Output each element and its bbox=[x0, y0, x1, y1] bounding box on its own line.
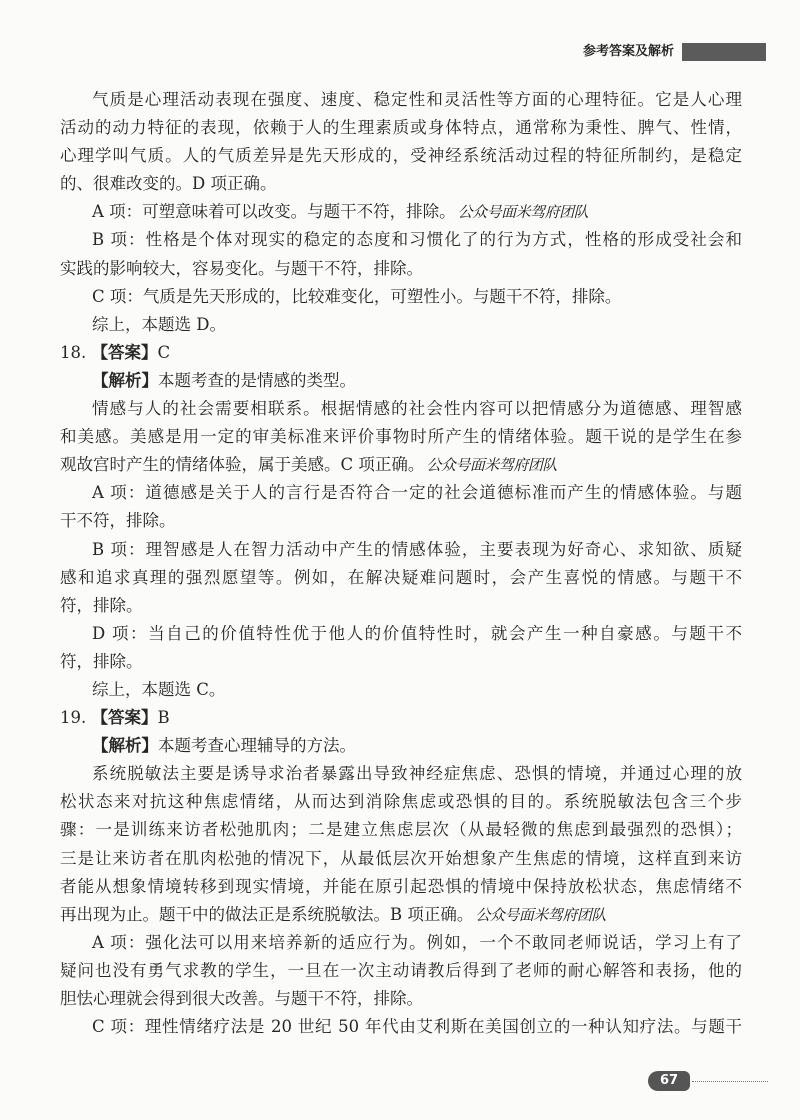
analysis-line bbox=[60, 732, 742, 760]
question-number: 18. bbox=[60, 342, 87, 362]
text-line: 疑问也没有勇气求教的学生，一旦在一次主动请教后得到了老师的耐心解答和表扬，他的 bbox=[60, 960, 742, 980]
text-line: 者能从想象情境转移到现实情境，并能在原引起恐惧的情境中保持放松状态，焦虑情绪不 bbox=[60, 876, 742, 896]
summary-line: 综上，本题选 D。 bbox=[92, 314, 226, 334]
text-line: 感和追求真理的强烈愿望等。例如，在解决疑难问题时，会产生喜悦的情感。与题干不 bbox=[60, 567, 742, 587]
analysis-label: 【解析】 bbox=[92, 370, 158, 390]
answer-value: B bbox=[157, 708, 170, 728]
analysis-text: 本题考查心理辅导的方法。 bbox=[158, 736, 356, 756]
text-line: 三是让来访者在肌肉松弛的情况下，从最低层次开始想象产生焦虑的情境，这样直到来访 bbox=[60, 848, 742, 868]
text-span: 再出现为止。题干中的做法正是系统脱敏法。B 项正确。 bbox=[60, 904, 474, 924]
text-line: 符，排除。 bbox=[60, 651, 143, 671]
text-line: A 项：道德感是关于人的言行是否符合一定的社会道德标准而产生的情感体验。与题 bbox=[92, 483, 742, 503]
option-a-text: A 项：可塑意味着可以改变。与题干不符，排除。 bbox=[92, 202, 456, 222]
handwritten-watermark: 公众号面米驾府团队 bbox=[426, 456, 557, 475]
handwritten-watermark: 公众号面米驾府团队 bbox=[475, 905, 606, 924]
page-number: 67 bbox=[648, 1071, 690, 1091]
text-line: C 项：气质是先天形成的，比较难变化，可塑性小。与题干不符，排除。 bbox=[92, 286, 622, 306]
text-line: 情感与人的社会需要相联系。根据情感的社会性内容可以把情感分为道德感、理智感 bbox=[92, 399, 742, 419]
answer-line bbox=[60, 339, 742, 367]
handwritten-watermark: 公众号面米驾府团队 bbox=[457, 203, 589, 222]
text-line: C 项：理性情绪疗法是 20 世纪 50 年代由艾利斯在美国创立的一种认知疗法。与题干 bbox=[92, 1017, 742, 1037]
text-line bbox=[60, 198, 742, 226]
answer-line bbox=[60, 704, 742, 732]
text-line bbox=[60, 451, 742, 479]
answer-label: 【答案】 bbox=[91, 342, 158, 362]
analysis-line bbox=[60, 367, 742, 395]
header-bar bbox=[682, 43, 766, 61]
text-line: 活动的动力特征的表现，依赖于人的生理素质或身体特点，通常称为秉性、脾气、性情， bbox=[60, 118, 742, 138]
text-line: 符，排除。 bbox=[60, 595, 143, 615]
text-line: 系统脱敏法主要是诱导求治者暴露出导致神经症焦虑、恐惧的情境，并通过心理的放 bbox=[92, 764, 742, 784]
text-line: 松状态来对抗这种焦虑情绪，从而达到消除焦虑或恐惧的目的。系统脱敏法包含三个步 bbox=[60, 792, 742, 812]
text-line: 干不符，排除。 bbox=[60, 511, 176, 531]
footer-dotted-rule bbox=[692, 1081, 768, 1082]
answer-label: 【答案】 bbox=[91, 708, 158, 728]
text-line: 气质是心理活动表现在强度、速度、稳定性和灵活性等方面的心理特征。它是人心理 bbox=[92, 90, 742, 109]
text-line: 的、很难改变的。D 项正确。 bbox=[60, 174, 277, 194]
text-span: 观故宫时产生的情绪体验，属于美感。C 项正确。 bbox=[60, 455, 425, 475]
question-number: 19. bbox=[60, 708, 87, 728]
text-line: A 项：强化法可以用来培养新的适应行为。例如，一个不敢同老师说话，学习上有了 bbox=[92, 932, 742, 952]
answer-value: C bbox=[157, 342, 171, 362]
text-line: 胆怯心理就会得到很大改善。与题干不符，排除。 bbox=[60, 989, 423, 1008]
analysis-text: 本题考查的是情感的类型。 bbox=[158, 370, 356, 390]
text-line: 和美感。美感是用一定的审美标准来评价事物时所产生的情绪体验。题干说的是学生在参 bbox=[60, 427, 742, 447]
text-line: B 项：性格是个体对现实的稳定的态度和习惯化了的行为方式，性格的形成受社会和 bbox=[92, 230, 742, 250]
summary-line: 综上，本题选 C。 bbox=[92, 679, 226, 699]
analysis-label: 【解析】 bbox=[92, 736, 158, 756]
running-header-title: 参考答案及解析 bbox=[582, 44, 674, 59]
text-line: 实践的影响较大，容易变化。与题干不符，排除。 bbox=[60, 258, 423, 278]
text-line: B 项：理智感是人在智力活动中产生的情感体验，主要表现为好奇心、求知欲、质疑 bbox=[92, 539, 742, 559]
text-line: 心理学叫气质。人的气质差异是先天形成的，受神经系统活动过程的特征所制约，是稳定 bbox=[60, 146, 742, 166]
page-content bbox=[60, 86, 742, 1041]
text-line: 骤：一是训练来访者松弛肌肉；二是建立焦虑层次（从最轻微的焦虑到最强烈的恐惧）； bbox=[60, 820, 742, 840]
text-line: D 项：当自己的价值特性优于他人的价值特性时，就会产生一种自豪感。与题干不 bbox=[92, 623, 742, 643]
text-line bbox=[60, 901, 742, 929]
